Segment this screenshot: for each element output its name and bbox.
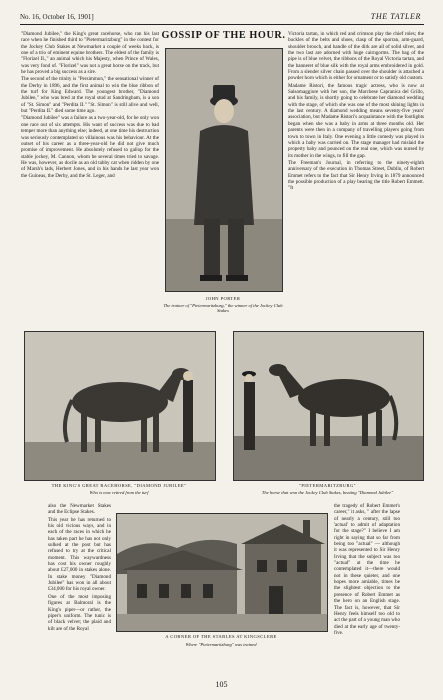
running-header-issue: No. 16, October 16, 1901]	[20, 13, 94, 21]
horse-diamond-jubilee-image	[25, 332, 215, 480]
paragraph-text: Madame Ristori, the famous tragic actress, who is now at Salsomaggiore with her son, the Marchese Capranica del Grillo, and his family, is shortly going to celebrate her diamond wedding with the stage, of which she was one of the most shining lights in the last century. A diamond wedding means seventy-five years' association, but Madame Ristori's acquaintance with the footlights began when she was a baby in arms at three months old. Her parents were then in a company of travelling players going from town to town in Italy. One evening a little comedy was played in which a baby was carried on. The stage manager had mislaid the property baby and pounced on the real one, which was nursed by its mother in the wings, to fill the gap.	[288, 82, 424, 159]
paragraph-text: One of the most imposing figures at Balmoral is the King's piper—or rather, the piper's uniform. The tunic is of black velvet; the plaid and kilt are of the Royal	[48, 593, 111, 632]
running-header-title: THE TATLER	[370, 12, 421, 21]
horse-pietermaritzburg-image	[234, 332, 423, 480]
caption-stables-subtitle: Where "Pietermaritzburg" was trained	[185, 642, 257, 647]
caption-jubilee-subtitle: Who is now retired from the turf	[89, 490, 149, 495]
caption-pmb-title: "PIETERMARITZBURG"	[299, 483, 356, 488]
photo-john-porter	[165, 48, 283, 292]
paragraph-text: The second of the trinity is "Persimmon," the sensational winner of the Derby in 1896, and the first animal to win the blue ribbon of the turf for King Edward. The youngest brother, "Diamond Jubilee," who was bred at the royal stud at Sandringham, is a son of "St. Simon" and "Perdita II." "St. Simon" is still alive and well, but "Perdita II." died some time ago.	[21, 76, 159, 115]
page-number: 105	[215, 680, 228, 689]
left-column-text	[21, 31, 159, 327]
paragraph	[21, 76, 159, 114]
photo-diamond-jubilee	[24, 331, 216, 481]
paragraph	[288, 83, 424, 159]
bottom-left-column-text	[48, 503, 111, 679]
bottom-right-column-text	[334, 503, 400, 679]
paragraph	[21, 115, 159, 178]
paragraph-text: the tragedy of Robert Emmet's career," it asks, " after the lapse of nearly a century, still too 'actual' to admit of adaptation for the stage?" I believe I am right in saying that so far from being too "actual" — although it was represented to Sir Henry Irving that the subject was too "actual" at the time he contemplated it—there would not in these quieter, and one hopes more amiable, times be the slightest objection to the presence of Robert Emmet as the hero on an English stage. The fact is, however, that Sir Henry feels himself too old to act the part of a young man who died at the early age of twenty-five.	[334, 503, 400, 636]
caption-pmb-subtitle: The horse that won the Jockey Club Stakes, beating "Diamond Jubilee"	[261, 490, 394, 495]
right-column-text	[288, 31, 424, 327]
paragraph-text: "Diamond Jubilee," the King's great racehorse, who ran his last race when he finished third to "Pietermaritzburg" in the contest for the Jockey Club Stakes at Newmarket a couple of weeks back, is one of a trio of eminent equine brothers. The eldest of the family is "Florizel II.," an animal which his Majesty, when Prince of Wales, was very fond of. "Florizel" was not a great horse on the track, but he has proved a big success as a sire.	[21, 31, 159, 76]
photo-pietermaritzburg	[233, 331, 424, 481]
paragraph	[48, 517, 111, 593]
article-headline: GOSSIP OF THE HOUR.	[161, 30, 286, 41]
paragraph-text: This year he has returned to his old vicious ways, and in each of the races in which he has taken part he has not only sulked at the post but has refused to try at the critical moment. This waywardness has cost his owner roughly about £27,000 in stakes alone. In stake money "Diamond Jubilee" has won in all about £34,000 for his royal owner.	[48, 516, 111, 593]
header-rule	[20, 24, 424, 25]
caption-jubilee-title: THE KING'S GREAT RACEHORSE, "DIAMOND JUBILEE"	[51, 483, 187, 488]
photo-kingsclere-stables	[116, 513, 328, 632]
paragraph	[288, 160, 424, 192]
caption-porter-title: JOHN PORTER	[205, 296, 241, 301]
paragraph-text: also the Newmarket Stakes and the Eclipse Stakes.	[48, 503, 111, 516]
john-porter-figure	[166, 49, 282, 291]
paragraph	[48, 503, 111, 516]
paragraph	[288, 31, 424, 82]
paragraph	[334, 503, 400, 636]
paragraph	[21, 31, 159, 75]
paragraph	[48, 594, 111, 632]
stables-image	[117, 514, 327, 631]
paragraph-text: "Diamond Jubilee" was a failure as a two-year-old, for he only won one race out of six attempts. His want of success was due to bad temper more than anything else; indeed, at one time his destruction was seriously contemplated so villainous was his behaviour. At the outset of his career as a three-year-old he did not give much promise of improvement. He absolutely refused to gallop for the stable jockey, M. Cannon, whom he several times tried to savage. He was, however, as docile as an old tabby cat when ridden by one of Marsh's lads, Herbert Jones, and in his hands he last year won the Guineas, the Derby, and the St. Leger, and	[21, 115, 159, 179]
caption-stables-title: A CORNER OF THE STABLES AT KINGSCLERE	[165, 634, 277, 639]
paragraph-text: The Freeman's Journal, in referring to the ninety-eighth anniversary of the execution in Thomas Street, Dublin, of Robert Emmet refers to the fact that Sir Henry Irving in 1879 announced the possible production of a play bearing the title Robert Emmett. "It	[288, 159, 424, 192]
caption-porter-subtitle: The trainer of "Pietermaritzburg," the winner of the Jockey Club Stakes	[163, 303, 283, 313]
paragraph-text: Victoria tartan, in which red and crimson play the chief roles; the buckles of the belts and shoes, clasp of the sporran, arm-guard, shoulder brooch, and handle of the dirk are all of solid silver, and the two last are adorned with huge cairngorms. The bag of the pipe is of blue velvet, the ribbons of the Royal Victoria tartan, and the banneret of blue silk with the royal arms embroidered in gold. From a slender silver chain passed over the shoulder is attached a powder horn which is either for ornament or to satisfy old custom.	[288, 31, 424, 82]
